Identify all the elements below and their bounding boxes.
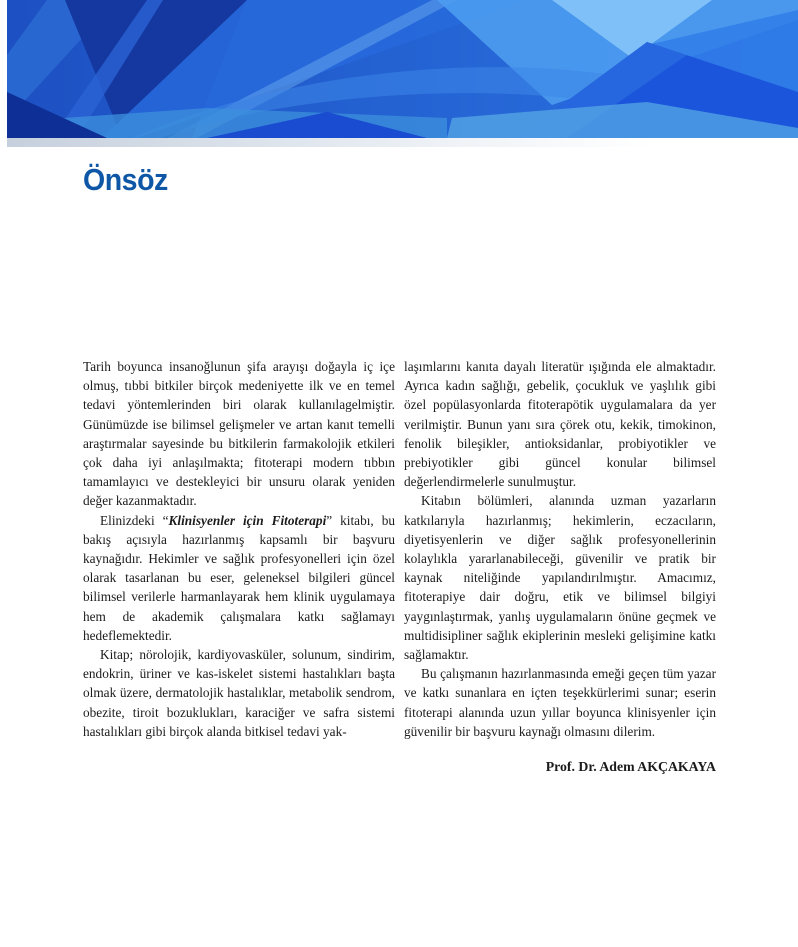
paragraph-4: laşımlarını kanıta dayalı literatür ışığında ele almaktadır. Ayrıca kadın sağlığı, gebelik, çocukluk ve yaşlılık gibi özel popülasyonlarda fitoterapötik uygulamalara da yer verilmiştir. Bunun yanı sıra çörek otu, kekik, timokinon, fenolik bileşikler, antioksidanlar, probiyotikler ve prebiyotikler gibi güncel konular bilimsel değerlendirmelerle sunulmuştur. bbox=[404, 359, 716, 490]
paragraph-6: Bu çalışmanın hazırlanmasında emeği geçen tüm yazar ve katkı sunanlara en içten teşekkürlerimi sunar; eserin fitoterapi alanında uzun yıllar boyunca klinisyenler için güvenilir bir başvuru kaynağı olmasını dilerim. bbox=[404, 666, 716, 739]
author-signature: Prof. Dr. Adem AKÇAKAYA bbox=[545, 759, 716, 775]
right-column bbox=[404, 357, 716, 776]
paragraph-1: Tarih boyunca insanoğlunun şifa arayışı doğayla iç içe olmuş, tıbbi bitkiler birçok medeniyette ilk ve en temel tedavi yöntemlerinden biri olarak kullanılagelmiştir. Günümüzde ise bilimsel gelişmeler ve artan kanıt temelli araştırmalar sayesinde bu bitkilerin farmakolojik etkileri çok daha iyi anlaşılmakta; fitoterapi modern tıbbın tamamlayıcı ve destekleyici bir unsuru olarak yeniden değer kazanmaktadır. bbox=[83, 359, 395, 509]
header-abstract-art bbox=[7, 0, 798, 138]
paragraph-2-prefix: Elinizdeki “ bbox=[100, 512, 169, 528]
header-graphic bbox=[7, 0, 798, 138]
paragraph-5: Kitabın bölümleri, alanında uzman yazarların katkılarıyla hazırlanmış; hekimlerin, eczacıların, diyetisyenlerin ve diğer sağlık profesyonellerinin kolaylıkla yararlanabileceği, güvenilir ve pratik bir kaynak niteliğinde yapılandırılmıştır. Amacımız, fitoterapiye dair doğru, etik ve bilimsel bilgiyi yaygınlaştırmak, yanlış uygulamaların önüne geçmek ve multidisipliner sağlık ekiplerinin mesleki gelişimine katkı sağlamaktır. bbox=[404, 493, 716, 663]
paragraph-3: Kitap; nörolojik, kardiyovasküler, solunum, sindirim, endokrin, üriner ve kas-iskelet sistemi hastalıkları başta olmak üzere, dermatolojik hastalıklar, metabolik sendrom, obezite, tiroit bozuklukları, karaciğer ve safra sistemi hastalıkları gibi birçok alanda bitkisel tedavi yak- bbox=[83, 647, 395, 739]
page-title: Önsöz bbox=[83, 162, 168, 197]
book-title-emphasis: Klinisyenler için Fitoterapi bbox=[168, 512, 327, 528]
left-column bbox=[83, 357, 395, 776]
header-divider-strip bbox=[7, 138, 798, 147]
preface-text bbox=[83, 357, 716, 776]
paragraph-2-suffix: ” kitabı, bu bakış açısıyla hazırlanmış kapsamlı bir başvuru kaynağıdır. Hekimler ve sağlık profesyonelleri için özel olarak tasarlanan bu eser, geleneksel bilgileri güncel bilimsel verilerle harmanlayarak hem klinik uygulamaya hem de akademik çalışmalara katkı sağlamayı hedeflemektedir. bbox=[83, 512, 396, 643]
paragraph-2 bbox=[83, 511, 395, 645]
